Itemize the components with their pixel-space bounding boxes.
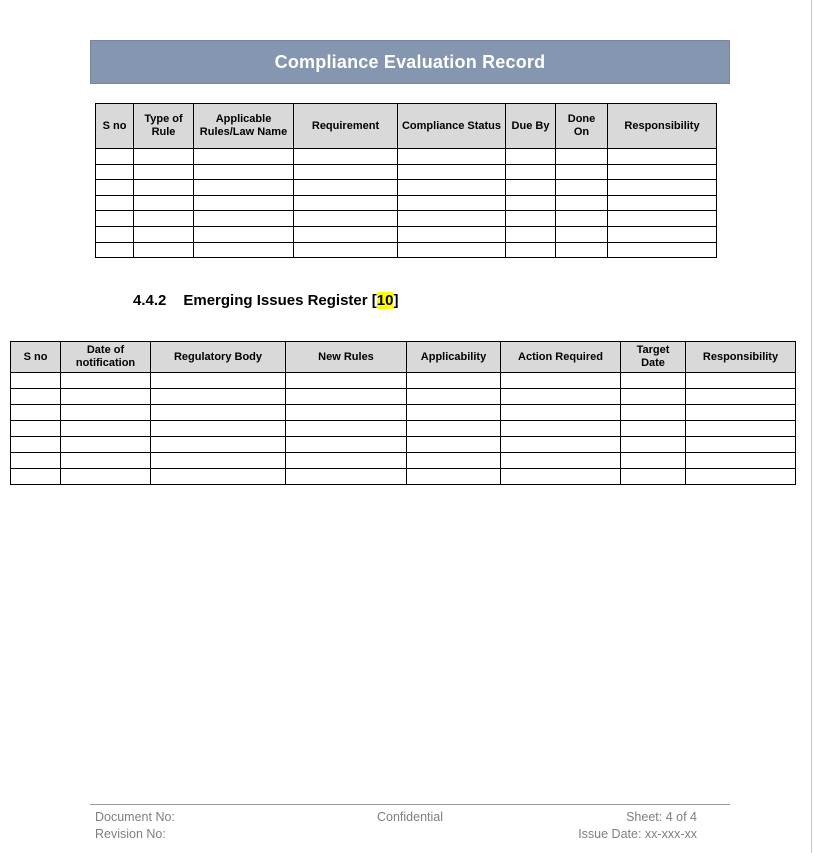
empty-cell xyxy=(407,421,501,437)
empty-row xyxy=(11,437,796,453)
empty-cell xyxy=(506,164,556,180)
empty-cell xyxy=(608,149,717,165)
empty-cell xyxy=(686,453,796,469)
column-header: Type of Rule xyxy=(134,104,194,149)
empty-cell xyxy=(686,389,796,405)
empty-cell xyxy=(294,211,398,227)
empty-cell xyxy=(621,469,686,485)
empty-cell xyxy=(134,149,194,165)
empty-row xyxy=(11,405,796,421)
empty-row xyxy=(96,180,717,196)
empty-cell xyxy=(398,242,506,258)
page-title: Compliance Evaluation Record xyxy=(274,51,546,72)
empty-cell xyxy=(61,405,151,421)
empty-cell xyxy=(398,195,506,211)
empty-cell xyxy=(294,242,398,258)
emerging-table-body xyxy=(11,373,796,485)
empty-cell xyxy=(407,405,501,421)
empty-cell xyxy=(151,405,286,421)
empty-cell xyxy=(608,164,717,180)
empty-cell xyxy=(294,164,398,180)
empty-cell xyxy=(686,469,796,485)
confidential-label: Confidential xyxy=(376,810,443,824)
page-edge xyxy=(811,0,812,853)
empty-cell xyxy=(61,437,151,453)
empty-cell xyxy=(608,211,717,227)
empty-cell xyxy=(556,149,608,165)
empty-row xyxy=(96,242,717,258)
column-header: S no xyxy=(11,342,61,373)
empty-cell xyxy=(398,226,506,242)
empty-cell xyxy=(96,180,134,196)
empty-cell xyxy=(194,180,294,196)
empty-cell xyxy=(556,226,608,242)
empty-cell xyxy=(686,373,796,389)
empty-cell xyxy=(501,453,621,469)
page-footer xyxy=(90,804,730,843)
empty-cell xyxy=(506,211,556,227)
empty-cell xyxy=(286,437,407,453)
empty-cell xyxy=(506,242,556,258)
empty-row xyxy=(96,164,717,180)
empty-cell xyxy=(294,226,398,242)
emerging-issues-register-table xyxy=(10,341,796,485)
empty-cell xyxy=(286,421,407,437)
empty-cell xyxy=(608,195,717,211)
column-header: Regulatory Body xyxy=(151,342,286,373)
empty-cell xyxy=(398,211,506,227)
empty-cell xyxy=(61,453,151,469)
column-header: Compliance Status xyxy=(398,104,506,149)
column-header: Target Date xyxy=(621,342,686,373)
emerging-table-header-row xyxy=(11,342,796,373)
empty-cell xyxy=(686,421,796,437)
section-number: 4.4.2 xyxy=(133,292,167,309)
empty-cell xyxy=(407,437,501,453)
empty-cell xyxy=(61,389,151,405)
empty-row xyxy=(96,226,717,242)
column-header: Action Required xyxy=(501,342,621,373)
column-header: Done On xyxy=(556,104,608,149)
column-header: Requirement xyxy=(294,104,398,149)
empty-row xyxy=(11,421,796,437)
column-header: Responsibility xyxy=(608,104,717,149)
empty-cell xyxy=(194,211,294,227)
empty-cell xyxy=(501,373,621,389)
column-header: Applicability xyxy=(407,342,501,373)
empty-cell xyxy=(194,242,294,258)
empty-cell xyxy=(294,149,398,165)
section-reference-highlight: 10 xyxy=(376,292,394,309)
empty-cell xyxy=(294,195,398,211)
column-header: New Rules xyxy=(286,342,407,373)
issue-date-label: Issue Date: xx-xxx-xx xyxy=(578,827,697,841)
empty-cell xyxy=(134,226,194,242)
empty-cell xyxy=(96,149,134,165)
empty-cell xyxy=(407,373,501,389)
empty-row xyxy=(96,195,717,211)
compliance-evaluation-table xyxy=(95,103,717,258)
empty-cell xyxy=(506,149,556,165)
empty-cell xyxy=(621,437,686,453)
empty-cell xyxy=(11,469,61,485)
empty-cell xyxy=(556,164,608,180)
empty-cell xyxy=(134,164,194,180)
empty-cell xyxy=(501,421,621,437)
empty-cell xyxy=(501,405,621,421)
column-header: Date of notification xyxy=(61,342,151,373)
empty-cell xyxy=(501,469,621,485)
footer-center-spacer xyxy=(303,826,516,843)
column-header: Responsibility xyxy=(686,342,796,373)
empty-cell xyxy=(294,180,398,196)
empty-cell xyxy=(501,437,621,453)
empty-cell xyxy=(151,437,286,453)
empty-cell xyxy=(194,195,294,211)
empty-cell xyxy=(398,149,506,165)
empty-cell xyxy=(96,226,134,242)
empty-cell xyxy=(501,389,621,405)
empty-cell xyxy=(286,469,407,485)
empty-row xyxy=(96,211,717,227)
section-title: Emerging Issues Register [ xyxy=(183,292,377,309)
empty-cell xyxy=(61,373,151,389)
empty-cell xyxy=(151,373,286,389)
title-bar xyxy=(90,40,730,84)
empty-row xyxy=(11,469,796,485)
empty-cell xyxy=(194,226,294,242)
empty-cell xyxy=(608,180,717,196)
empty-row xyxy=(11,389,796,405)
empty-cell xyxy=(556,211,608,227)
empty-cell xyxy=(608,226,717,242)
empty-cell xyxy=(286,389,407,405)
empty-cell xyxy=(621,373,686,389)
empty-cell xyxy=(621,405,686,421)
empty-cell xyxy=(11,389,61,405)
column-header: S no xyxy=(96,104,134,149)
empty-cell xyxy=(398,180,506,196)
empty-cell xyxy=(286,405,407,421)
empty-cell xyxy=(286,373,407,389)
empty-row xyxy=(96,149,717,165)
empty-cell xyxy=(151,453,286,469)
compliance-table-body xyxy=(96,149,717,258)
empty-cell xyxy=(686,437,796,453)
section-bracket-close: ] xyxy=(393,292,399,309)
empty-cell xyxy=(506,195,556,211)
empty-cell xyxy=(407,453,501,469)
empty-cell xyxy=(134,211,194,227)
revision-no-label: Revision No: xyxy=(95,827,166,841)
empty-cell xyxy=(556,180,608,196)
empty-cell xyxy=(621,421,686,437)
empty-cell xyxy=(608,242,717,258)
empty-cell xyxy=(11,437,61,453)
empty-cell xyxy=(151,469,286,485)
empty-cell xyxy=(96,242,134,258)
empty-cell xyxy=(61,469,151,485)
empty-cell xyxy=(286,453,407,469)
empty-row xyxy=(11,453,796,469)
empty-cell xyxy=(151,421,286,437)
empty-cell xyxy=(686,405,796,421)
empty-cell xyxy=(621,453,686,469)
empty-cell xyxy=(407,389,501,405)
column-header: Due By xyxy=(506,104,556,149)
compliance-table-header-row xyxy=(96,104,717,149)
empty-cell xyxy=(96,211,134,227)
empty-cell xyxy=(134,195,194,211)
empty-cell xyxy=(96,195,134,211)
empty-cell xyxy=(11,373,61,389)
empty-cell xyxy=(556,242,608,258)
empty-cell xyxy=(11,405,61,421)
empty-cell xyxy=(621,389,686,405)
empty-cell xyxy=(134,180,194,196)
empty-cell xyxy=(398,164,506,180)
empty-cell xyxy=(407,469,501,485)
empty-cell xyxy=(11,421,61,437)
empty-cell xyxy=(11,453,61,469)
empty-cell xyxy=(96,164,134,180)
empty-cell xyxy=(194,164,294,180)
empty-row xyxy=(11,373,796,389)
column-header: Applicable Rules/Law Name xyxy=(194,104,294,149)
empty-cell xyxy=(61,421,151,437)
empty-cell xyxy=(556,195,608,211)
empty-cell xyxy=(506,226,556,242)
empty-cell xyxy=(134,242,194,258)
empty-cell xyxy=(194,149,294,165)
empty-cell xyxy=(506,180,556,196)
section-heading xyxy=(133,292,398,309)
empty-cell xyxy=(151,389,286,405)
sheet-label: Sheet: 4 of 4 xyxy=(626,810,697,824)
document-no-label: Document No: xyxy=(95,810,175,824)
